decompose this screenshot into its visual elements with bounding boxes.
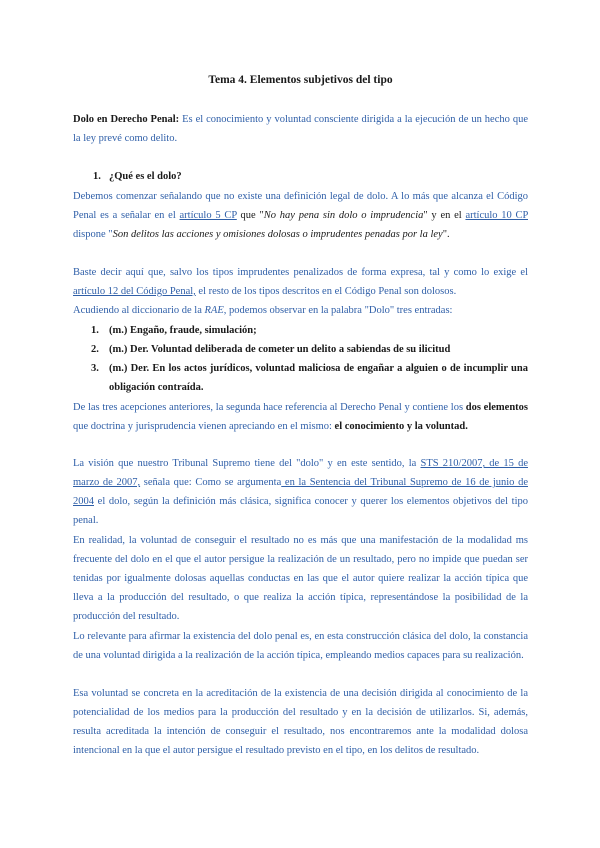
text-run: ".: [442, 229, 450, 240]
paragraph-acepciones: [73, 398, 528, 436]
paragraph-legal-definition: [73, 187, 528, 244]
list-text: (m.) Der. Voluntad deliberada de cometer un delito a sabiendas de su ilicitud: [109, 344, 451, 355]
text-run: , podemos observar en la palabra "Dolo" tres entradas:: [223, 305, 453, 316]
text-run: que doctrina y jurisprudencia vienen apreciando en el mismo:: [73, 421, 335, 432]
text-run: señala que: Como se argumenta: [140, 477, 282, 488]
list-item: [91, 321, 528, 340]
paragraph-en-realidad: En realidad, la voluntad de conseguir el resultado no es más que una manifestación de la modalidad ms frecuente del dolo en el que el autor persigue la realización de un resultado, pero no impide que puedan ser tenidas por igualmente dolosas aquellas conductas en las que el autor quiere realizar la acción típica que lleva a la producción del resultado, o que realiza la acción típica, representándose la posibilidad de la producción del resultado.: [73, 535, 528, 622]
dolo-definition: [73, 110, 528, 148]
list-number: 2.: [91, 344, 99, 355]
text-run: dispone ": [73, 229, 113, 240]
section-heading: [93, 171, 182, 182]
list-text: (m.) Engaño, fraude, simulación;: [109, 325, 257, 336]
text-run: el resto de los tipos descritos en el Código Penal son dolosos.: [195, 286, 457, 297]
list-number: 1.: [91, 325, 99, 336]
list-item: [91, 359, 528, 397]
link-articulo-10[interactable]: artículo 10 CP: [465, 210, 528, 221]
text-run: De las tres acepciones anteriores, la segunda hace referencia al Derecho Penal y contiene los: [73, 402, 466, 413]
paragraph-imprudent-types: [73, 263, 528, 301]
section-title: ¿Qué es el dolo?: [109, 171, 182, 182]
text-run: que ": [236, 210, 264, 221]
list-item: [91, 340, 528, 359]
paragraph-lo-relevante: Lo relevante para afirmar la existencia del dolo penal es, en esta construcción clásica del dolo, la constancia de una voluntad dirigida a la realización de la acción típica, empleando medios capaces para su realización.: [73, 631, 528, 661]
paragraph-rae: [73, 301, 528, 320]
text-run: Debemos comenzar señalando que no existe una definición legal de dolo. A lo más que alcanza el Código Penal es a señalar en el: [73, 191, 528, 221]
quote-articulo-10: Son delitos las acciones y omisiones dolosas o imprudentes penadas por la ley: [112, 229, 443, 240]
link-articulo-12[interactable]: artículo 12 del Código Penal,: [73, 286, 196, 297]
definition-text: Es el conocimiento y voluntad consciente dirigida a la ejecución de un hecho que la ley prevé como delito.: [73, 114, 528, 144]
list-number: 3.: [91, 363, 99, 374]
page-title: Tema 4. Elementos subjetivos del tipo: [208, 74, 393, 86]
paragraph-esa-voluntad: Esa voluntad se concreta en la acreditación de la existencia de una decisión dirigida al conocimiento de la potencialidad de los medios para la producción del resultado y en la decisión de utilizarlos. Si, además, resulta acreditada la intención de conseguir el resultado, nos encontraremos ante la modalidad dolosa intencional en la que el autor persigue el resultado previsto en el tipo, en los delitos de resultado.: [73, 688, 528, 756]
text-run: el dolo, según la definición más clásica, significa conocer y querer los elementos objetivos del tipo penal.: [73, 496, 528, 526]
text-run: Baste decir aquí que, salvo los tipos imprudentes penalizados de forma expresa, tal y como lo exige el: [73, 267, 528, 278]
text-run: " y en el: [423, 210, 466, 221]
section-number: 1.: [93, 171, 101, 182]
paragraph-tribunal-supremo: [73, 454, 528, 530]
list-text: (m.) Der. En los actos jurídicos, voluntad maliciosa de engañar a alguien o de incumplir una obligación contraída.: [109, 363, 528, 393]
definition-term: Dolo en Derecho Penal:: [73, 114, 180, 125]
text-run: La visión que nuestro Tribunal Supremo tiene del "dolo" y en este sentido, la: [73, 458, 421, 469]
bold-conocimiento-voluntad: el conocimiento y la voluntad.: [334, 421, 468, 432]
link-sentencia-2004[interactable]: en la Sentencia del Tribunal Supremo de 16 de junio de 2004: [73, 477, 528, 507]
link-sts-210-2007[interactable]: STS 210/2007, de 15 de marzo de 2007,: [73, 458, 528, 488]
bold-dos-elementos: dos elementos: [465, 402, 528, 413]
rae-text: RAE: [204, 305, 224, 316]
link-articulo-5[interactable]: artículo 5 CP: [179, 210, 237, 221]
text-run: Acudiendo al diccionario de la: [73, 305, 205, 316]
quote-articulo-5: No hay pena sin dolo o imprudencia: [263, 210, 424, 221]
